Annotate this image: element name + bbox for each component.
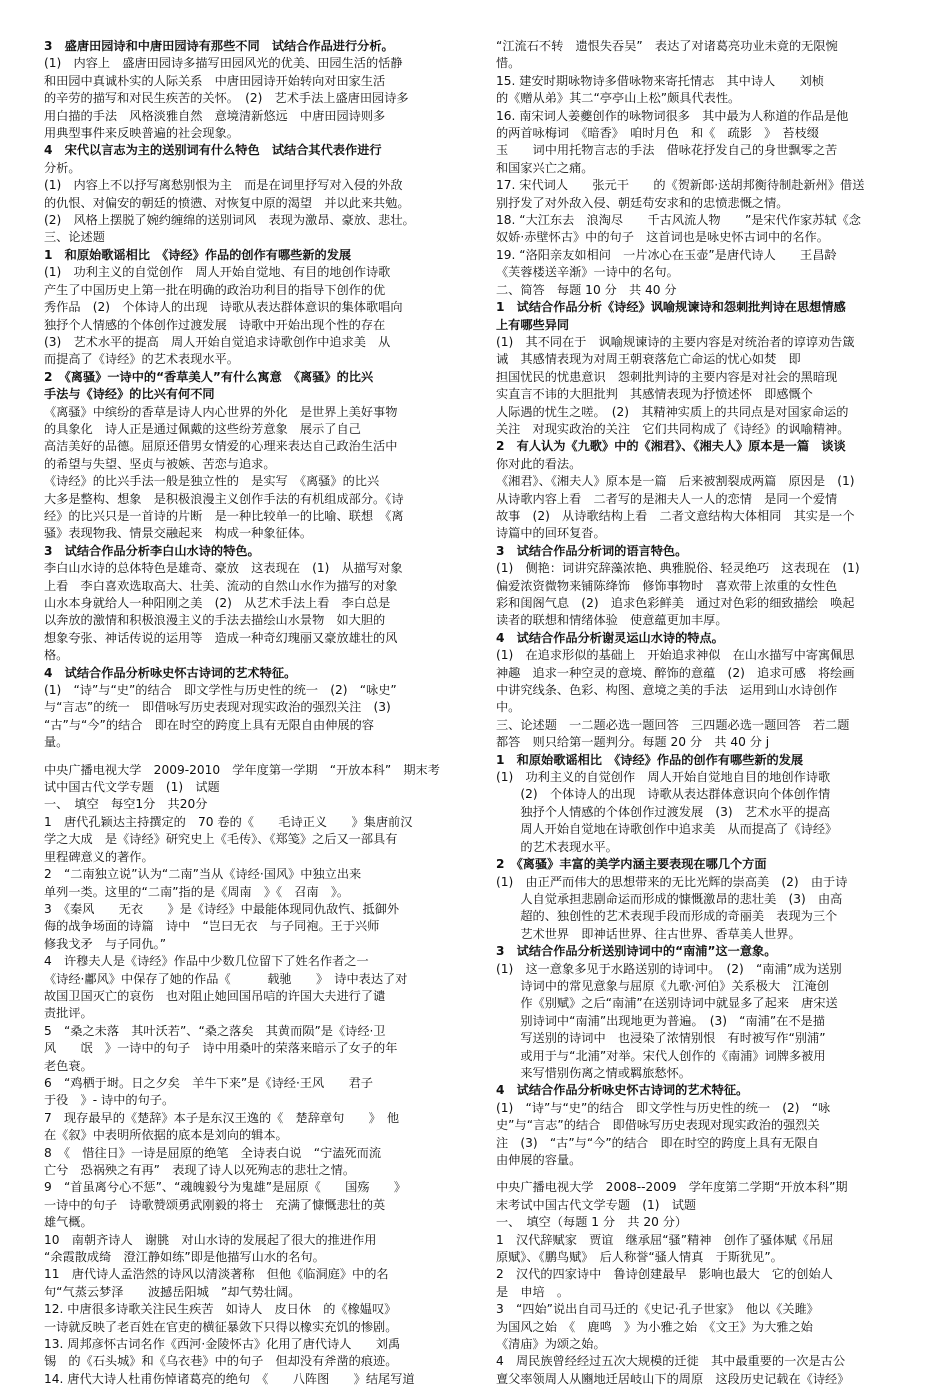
text-line: 锡 的《石头城》和《乌衣巷》中的句子 但却没有斧凿的痕迹。 [44, 1354, 398, 1369]
question-heading: 上有哪些异同 [496, 317, 570, 332]
text-line: 的艺术表现水平。 [496, 839, 618, 854]
text-line: 二、简答 每题 10 分 共 40 分 [496, 282, 677, 297]
text-line: (1) 功利主义的自觉创作 周人开始自觉地、有目的地创作诗歌 [44, 265, 391, 280]
text-line: 独抒个人情感的个体创作过渡发展 诗歌中开始出现个性的存在 [44, 317, 386, 332]
text-line: 和田园中真诚朴实的人际关系 中唐田园诗开始转向对田家生活 [44, 73, 386, 88]
text-line: 句“气蒸云梦泽 波撼岳阳城 ”却气势壮阔。 [44, 1284, 301, 1299]
text-line: 1 唐代孔颖达主持撰定的 70 卷的《 毛诗正义 》集唐前汉 [44, 814, 413, 829]
text-line: 以奔放的激情和积极浪漫主义的手法去描绘山水景物 如大胆的 [44, 613, 386, 628]
question-heading: 4 试结合作品分析谢灵运山水诗的特点。 [496, 630, 724, 645]
text-line: 4 许穆夫人是《诗经》作品中少数几位留下了姓名作者之一 [44, 954, 369, 969]
text-line: 在《叙》中表明所依据的底本是刘向的辑本。 [44, 1128, 288, 1143]
text-line: 秀作品 (2) 个体诗人的出现 诗歌从表达群体意识的集体歌唱向 [44, 300, 403, 315]
text-line: 12. 中唐很多诗歌关注民生疾苦 如诗人 皮日休 的《橡媪叹》 [44, 1302, 397, 1317]
text-line: 用白描的手法 风格淡雅自然 意境清新悠远 中唐田园诗则多 [44, 108, 386, 123]
text-line: 19. “洛阳亲友如相问 一片冰心在玉壶”是唐代诗人 王昌龄 [496, 247, 837, 262]
text-line: 亡兮 恐祸殃之有再” 表现了诗人以死殉志的悲壮之情。 [44, 1163, 356, 1177]
text-line: 量。 [44, 735, 69, 750]
text-line: 侮的战争场面的诗篇 诗中 “岂曰无衣 与子同袍。王于兴师 [44, 919, 380, 934]
question-heading: 2 有人认为《九歌》中的《湘君》、《湘夫人》原本是一篇 谈谈 [496, 439, 846, 454]
text-line: 1 汉代辞赋家 贾谊 继承屈“骚”精神 创作了骚体赋《吊屈 [496, 1232, 834, 1247]
text-line: 作《别赋》之后“南浦”在送别诗词中就显多了起来 唐宋送 [496, 996, 838, 1011]
text-line: 而提高了《诗经》的艺术表现水平。 [44, 352, 239, 367]
text-line: 独抒个人情感的个体创作过渡发展 (3) 艺术水平的提高 [496, 804, 831, 819]
text-line: 10 南朝齐诗人 谢朓 对山水诗的发展起了很大的推进作用 [44, 1232, 377, 1247]
text-line: 7 现存最早的《楚辞》本子是东汉王逸的《 楚辞章句 》 他 [44, 1110, 400, 1125]
question-heading: 4 试结合作品分析咏史怀古诗词的艺术特征。 [496, 1083, 749, 1098]
text-line: 2 汉代的四家诗中 鲁诗创建最早 影响也最大 它的创始人 [496, 1267, 833, 1282]
text-line: 经》的比兴只是一首诗的片断 是一种比较单一的比喻、联想 《离 [44, 508, 404, 523]
text-line: 4 周民族曾经经过五次大规模的迁徙 其中最重要的一次是古公 [496, 1354, 846, 1369]
text-line: 艺术世界 即神话世界、往古世界、香草美人世界。 [496, 926, 801, 941]
text-line: (1) 在追求形似的基础上 开始追求神似 在山水描写中寄寓佩思 [496, 648, 855, 663]
text-line: 3 《秦风 无衣 》是《诗经》中最能体现同仇敌忾、抵御外 [44, 901, 400, 916]
text-line: 神趣 追求一种空灵的意境、醉饰的意蕴 (2) 追求可感 将绘画 [496, 665, 855, 680]
left-column [44, 38, 456, 1388]
text-line: 的辛劳的描写和对民生疾苦的关怀。 (2) 艺术手法上盛唐田园诗多 [44, 91, 409, 106]
text-line: (1) 内容上 盛唐田园诗多描写田园风光的优美、田园生活的恬静 [44, 56, 403, 71]
text-line: 一诗就反映了老百姓在官吏的横征暴敛下只得以橡实充饥的惨剧。 [44, 1319, 398, 1334]
text-line: 13. 周邦彦怀古词名作《西河·金陵怀古》化用了唐代诗人 刘禹 [44, 1337, 401, 1352]
text-line: 试中国古代文学专题 (1) 试题 [44, 780, 220, 795]
text-line: 都答 则只给第一题判分。每题 20 分 共 40 分 j [496, 735, 770, 750]
text-line: 产生了中国历史上第一批在明确的政治功利目的指导下创作的优 [44, 282, 386, 297]
text-line: “江流石不转 遗恨失吞吴” 表达了对诸葛亮功业未竟的无限惋 [496, 39, 838, 53]
text-line: 诗词中的常见意象与屈原《九歌·河伯》关系极大 江淹创 [496, 978, 829, 993]
text-line: 一诗中的句子 诗歌赞颂勇武刚毅的将士 充满了慷慨悲壮的英 [44, 1197, 386, 1212]
text-line: 实直言不讳的大胆批判 其感情表现为抒愤述怀 即感慨个 [496, 387, 813, 402]
text-line: 想象夸张、神话传说的运用等 造成一种奇幻瑰丽又豪放雄壮的风 [44, 630, 398, 645]
question-heading: 4 宋代以言志为主的送别词有什么特色 试结合其代表作进行 [44, 143, 382, 158]
text-line: 奴娇·赤壁怀古》中的句子 这首词也是咏史怀古词中的名作。 [496, 230, 829, 245]
text-line: 来写惜别伤离之情或羁旅愁怀。 [496, 1065, 691, 1080]
text-line: (1) 其不同在于 讽喻规谏诗的主要内容是对统治者的谆谆劝告箴 [496, 334, 855, 349]
text-line: 14. 唐代大诗人杜甫伤悼诸葛亮的绝句 《 八阵图 》结尾写道 [44, 1371, 415, 1386]
text-line: 6 “鸡栖于埘。日之夕矣 羊牛下来”是《诗经·王风 君子 [44, 1075, 373, 1090]
text-line: 三、论述题 [44, 230, 105, 245]
text-line: 于役 》- 诗中的句子。 [44, 1093, 175, 1108]
text-line: (1) 侧艳：词讲究辞藻浓艳、典雅脱俗、轻灵绝巧 这表现在 (1) [496, 561, 860, 576]
text-line: 《诗经》的比兴手法一般是独立性的 是实写 《离骚》的比兴 [44, 474, 380, 489]
text-line: 大多是整构、想象 是积极浪漫主义创作手法的有机组成部分。《诗 [44, 491, 404, 506]
text-line: 18. “大江东去 浪淘尽 千古风流人物 ”是宋代作家苏轼《念 [496, 213, 861, 228]
text-line: 超的、独创性的艺术表现手段而形成的奇丽美 表现为三个 [496, 909, 838, 924]
text-line: 一、 填空 每空1分 共20分 [44, 797, 208, 812]
text-line: (1) “诗”与“史”的结合 即文学性与历史性的统一 (2) “咏史” [44, 683, 397, 698]
text-line: 风 氓 》一诗中的句子 诗中用桑叶的荣落来暗示了女子的年 [44, 1041, 398, 1056]
text-line: 彩和闺阁气息 (2) 追求色彩鲜美 通过对色彩的细致描绘 唤起 [496, 596, 855, 610]
text-line: 注 (3) “古”与“今”的结合 即在时空的跨度上具有无限自 [496, 1135, 819, 1150]
text-line: 人自觉承担悲剧命运而形成的慷慨激昂的悲壮美 (3) 由高 [496, 891, 843, 906]
text-line: 惜。 [496, 56, 521, 71]
text-line: 史”与“言志”的结合 即借咏写历史表现对现实政治的强烈关 [496, 1118, 820, 1133]
text-line: 的希望与失望、坚贞与被嫉、苦恋与追求。 [44, 456, 276, 471]
question-heading: 1 和原始歌谣相比 《诗经》作品的创作有哪些新的发展 [496, 752, 804, 767]
question-heading: 2 《离骚》丰富的美学内涵主要表现在哪几个方面 [496, 857, 767, 872]
text-line: 分析。 [44, 160, 81, 175]
text-line: 别诗词中“南浦”出现地更为普遍。 (3) “南浦”在不是描 [496, 1013, 825, 1028]
text-line: 用典型事件来反映普遍的社会现象。 [44, 126, 239, 141]
text-line: 8 《 惜往日》一诗是屈原的绝笔 全诗表白说 “宁溘死而流 [44, 1145, 382, 1160]
text-line: 9 “首虽离兮心不惩”、“魂魄毅兮为鬼雄”是屈原《 国殇 》 [44, 1180, 407, 1195]
text-line: 人际遇的忧生之嗟。 (2) 其精神实质上的共同点是对国家命运的 [496, 404, 849, 419]
text-line: 写送别的诗词中 也浸染了浓情别恨 有时被写作“别浦” [496, 1031, 826, 1046]
text-line: 故国卫国灭亡的哀伤 也对阻止她回国吊唁的许国大夫进行了谴 [44, 988, 386, 1003]
text-line: 读者的联想和情绪体验 使意蕴更加丰厚。 [496, 613, 728, 628]
text-line: 《诗经·鄘风》中保存了她的作品《 载驰 》 诗中表达了对 [44, 971, 408, 986]
text-line: 的两首咏梅词 《暗香》 咱时月色 和《 疏影 》 苔枝缀 [496, 126, 819, 141]
text-line: 中讲究线条、色彩、构图、意境之美的手法 运用到山水诗创作 [496, 683, 838, 698]
text-line: (1) 功利主义的自觉创作 周人开始自觉地自目的地创作诗歌 [496, 770, 831, 785]
text-line: 格。 [44, 648, 69, 663]
text-line: 从诗歌内容上看 二者写的是湘夫人一人的恋情 是同一个爱情 [496, 491, 838, 506]
text-line: 别抒发了对外敌入侵、朝廷苟安求和的忠愤悲慨之情。 [496, 195, 789, 210]
question-heading: 3 盛唐田园诗和中唐田园诗有那些不同 试结合作品进行分析。 [44, 39, 394, 53]
question-heading: 2 《离骚》一诗中的“香草美人”有什么寓意 《离骚》的比兴 [44, 369, 374, 384]
text-line: 与“言志”的统一 即借咏写历史表现对现实政治的强烈关注 (3) [44, 700, 391, 715]
text-line: 中央广播电视大学 2008--2009 学年度第二学期“开放本科”期 [496, 1180, 848, 1195]
text-line: 雄气概。 [44, 1215, 93, 1230]
text-line: 《芙蓉楼送辛渐》一诗中的名句。 [496, 265, 679, 280]
text-line: (1) “诗”与“史”的结合 即文学性与历史性的统一 (2) “咏 [496, 1100, 831, 1115]
text-line: 玉 词中用托物言志的手法 借咏花抒发自己的身世飘零之苦 [496, 143, 838, 158]
text-line: 《湘君》、《湘夫人》原本是一篇 后来被割裂成两篇 原因是 (1) [496, 474, 855, 489]
text-line: (1) 这一意象多见于水路送别的诗词中。 (2) “南浦”成为送别 [496, 961, 842, 976]
right-column [496, 38, 908, 1388]
text-line: 故事 (2) 从诗歌结构上看 二者文意结构大体相同 其实是一个 [496, 508, 855, 523]
text-line: 修我戈矛 与子同仇。” [44, 936, 167, 951]
text-line: 由伸展的容量。 [496, 1153, 582, 1167]
text-line: “古”与“今”的结合 即在时空的跨度上具有无限自由伸展的容 [44, 717, 374, 732]
text-line: 原赋》、《鹏鸟赋》 后人称誉“骚人情真 于斯犹见”。 [496, 1250, 783, 1265]
text-line: 中央广播电视大学 2009-2010 学年度第一学期 “开放本科” 期末考 [44, 762, 440, 777]
text-line: 或用于与“北浦”对举。宋代人创作的《南浦》词牌多被用 [496, 1048, 826, 1063]
text-line: 2 “二南独立说”认为“二南”当从《诗经·国风》中独立出来 [44, 867, 362, 882]
text-line: 5 “桑之未落 其叶沃若”、“桑之落矣 其黄而陨”是《诗经·卫 [44, 1023, 386, 1038]
text-line: 学之大成 是《诗经》研究史上《毛传》、《郑笺》之后又一部具有 [44, 832, 398, 847]
question-heading: 3 试结合作品分析送别诗词中的“南浦”这一意象。 [496, 944, 777, 959]
text-line: 16. 南宋词人姜夔创作的咏物词很多 其中最为人称道的作品是他 [496, 108, 849, 123]
text-line: 11 唐代诗人孟浩然的诗风以清淡著称 但他《临洞庭》中的名 [44, 1267, 389, 1282]
question-heading: 4 试结合作品分析咏史怀古诗词的艺术特征。 [44, 665, 297, 680]
text-line: 骚》表现物我、情景交融起来 构成一种象征体。 [44, 526, 313, 541]
question-heading: 1 和原始歌谣相比 《诗经》作品的创作有哪些新的发展 [44, 247, 352, 262]
text-line: 的具象化 诗人正是通过佩戴的这些纷芳意象 展示了自己 [44, 421, 361, 436]
text-line: 亶父率领周人从豳地迁居岐山下的周原 这段历史记载在《诗经》 [496, 1371, 850, 1386]
text-line: 诗篇中的回环复沓。 [496, 526, 606, 541]
text-line: 你对此的看法。 [496, 456, 582, 471]
text-line: 的《赠从弟》其二“亭亭山上松”颇具代表性。 [496, 91, 741, 106]
text-line: 《清庙》为颂之始。 [496, 1337, 606, 1352]
text-line: “余霞散成绮 澄江静如练”即是他描写山水的名句。 [44, 1250, 325, 1265]
text-line: 15. 建安时期咏物诗多借咏物来寄托情志 其中诗人 刘桢 [496, 73, 824, 88]
text-line: 的仇恨、对偏安的朝廷的愤懑、对恢复中原的渴望 并以此来共勉。 [44, 195, 410, 210]
text-line: (1) 由正严而伟大的思想带来的无比光辉的崇高美 (2) 由于诗 [496, 874, 848, 889]
text-line: 偏爱浓资微物来铺陈绛饰 修饰事物时 喜欢带上浓重的女性色 [496, 578, 838, 593]
text-line: 上看 李白喜欢选取高大、壮美、流动的自然山水作为描写的对象 [44, 578, 398, 593]
text-line: 3 “四始”说出自司马迁的《史记·孔子世家》 他以《关雎》 [496, 1302, 819, 1317]
text-line: 关注 对现实政治的关注 它们共同构成了《诗经》的讽喻精神。 [496, 421, 850, 436]
text-line: 高洁美好的品德。屈原还借男女情爱的心理来表达自己政治生活中 [44, 439, 398, 454]
text-line: (2) 风格上摆脱了婉约缠绵的送别词风 表现为激昂、豪放、悲壮。 [44, 213, 415, 228]
question-heading: 1 试结合作品分析《诗经》讽喻规谏诗和怨刺批判诗在思想情感 [496, 300, 846, 315]
question-heading: 3 试结合作品分析李白山水诗的特色。 [44, 543, 260, 558]
text-line: 周人开始自觉地在诗歌创作中追求美 从而提高了《诗经》 [496, 822, 838, 837]
text-line: 单列一类。这里的“二南”指的是《周南 》《 召南 》。 [44, 884, 350, 899]
text-line: 责批评。 [44, 1006, 93, 1021]
text-line: 中。 [496, 700, 521, 715]
question-heading: 手法与《诗经》的比兴有何不同 [44, 387, 215, 402]
text-line: 老色衰。 [44, 1058, 93, 1073]
text-line: 一、 填空（每题 1 分 共 20 分） [496, 1215, 688, 1230]
text-line: (1) 内容上不以抒写离愁别恨为主 而是在词里抒写对入侵的外敌 [44, 178, 403, 193]
text-line: (3) 艺术水平的提高 周人开始自觉追求诗歌创作中追求美 从 [44, 334, 391, 349]
text-line: 诫 其感情表现为对周王朝衰落危亡命运的忧心如焚 即 [496, 352, 801, 367]
text-line: 为国风之始 《 鹿鸣 》为小雅之始 《文王》为大雅之始 [496, 1319, 813, 1334]
text-line: 17. 宋代词人 张元干 的《贺新郎·送胡邦衡待制赴新州》借送 [496, 178, 865, 193]
text-line: 是 申培 。 [496, 1284, 570, 1299]
text-line: 里程碑意义的著作。 [44, 849, 154, 864]
text-line: 山水本身就给人一种阳刚之美 (2) 从艺术手法上看 李白总是 [44, 596, 391, 610]
text-line: 三、论述题 一二题必选一题回答 三四题必选一题回答 若二题 [496, 717, 850, 732]
text-line: 担国忧民的忧患意识 怨刺批判诗的主要内容是对社会的黑暗现 [496, 369, 838, 384]
text-line: 末考试中国古代文学专题 (1) 试题 [496, 1197, 697, 1212]
text-line: 李白山水诗的总体特色是雄奇、豪放 这表现在 (1) 从描写对象 [44, 561, 403, 576]
text-line: (2) 个体诗人的出现 诗歌从表达群体意识向个体创作情 [496, 787, 831, 802]
text-line: 《离骚》中缤纷的香草是诗人内心世界的外化 是世界上美好事物 [44, 404, 398, 419]
question-heading: 3 试结合作品分析词的语言特色。 [496, 543, 688, 558]
text-line: 和国家兴亡之痛。 [496, 160, 594, 175]
